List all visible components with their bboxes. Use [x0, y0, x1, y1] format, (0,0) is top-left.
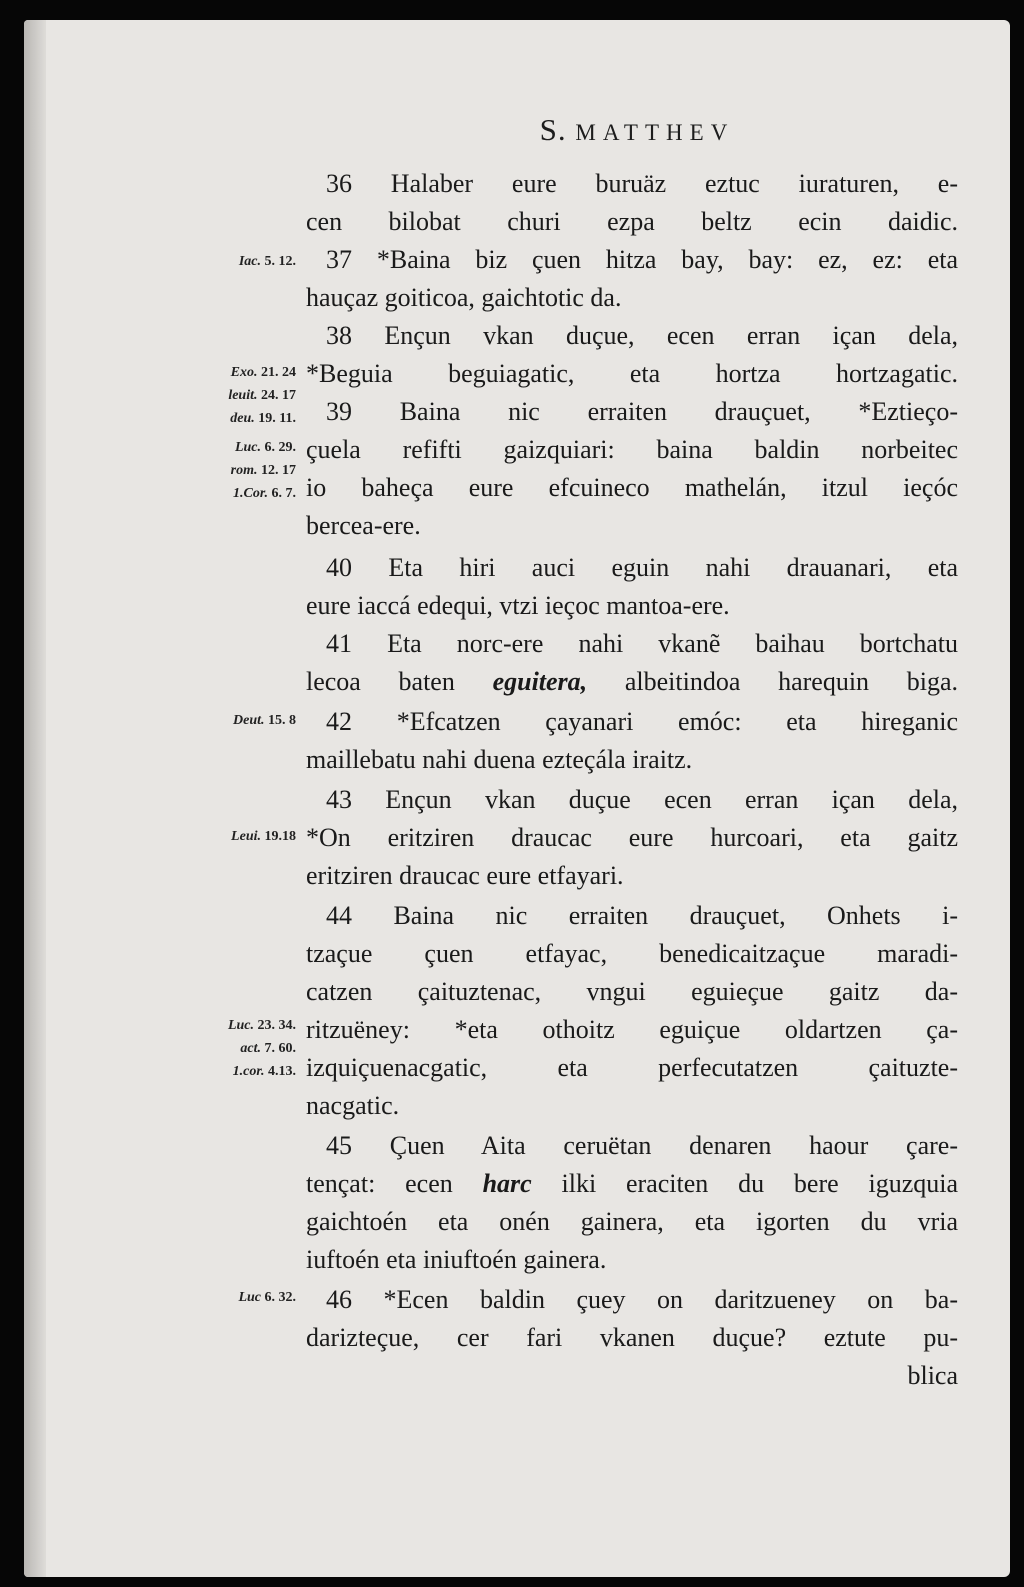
verse-line: iuftoén eta iniuftoén gainera.: [306, 1245, 607, 1274]
margin-note-ref: 5. 12.: [264, 254, 296, 269]
line-segment: albeitindoa harequin biga.: [624, 667, 958, 696]
margin-note: [174, 365, 296, 381]
header-book-name-text: MATTHEV: [575, 120, 735, 145]
verse-line: tzaçue çuen etfayac, benedicaitzaçue maradi-: [306, 939, 958, 968]
verse-line: 40 Eta hiri auci eguin nahi drauanari, eta: [326, 553, 958, 582]
margin-note-ref: 7. 60.: [264, 1041, 296, 1056]
verse-line: 45 Çuen Aita ceruëtan denaren haour çare-: [326, 1131, 958, 1160]
verse-line: catzen çaituztenac, vngui eguieçue gaitz da-: [306, 977, 958, 1006]
margin-note-ref: 19.18: [264, 829, 296, 844]
margin-note: [174, 440, 296, 456]
margin-note-book: Luc.: [234, 440, 261, 455]
margin-note: [174, 1041, 296, 1057]
verse-line: [306, 1165, 958, 1203]
line-segment: tençat: ecen: [306, 1169, 453, 1198]
margin-note: [174, 486, 296, 502]
margin-note-book: Leui.: [231, 829, 261, 844]
verse-line: eure iaccá edequi, vtzi ieçoc mantoa-ere.: [306, 591, 730, 620]
margin-note-book: Iac.: [238, 254, 261, 269]
margin-note-book: rom.: [230, 463, 258, 478]
verse-line: 42 *Efcatzen çayanari emóc: eta hireganic: [326, 707, 958, 736]
verse-line: *Beguia beguiagatic, eta hortza hortzagatic.: [306, 359, 958, 388]
verse-line: hauçaz goiticoa, gaichtotic da.: [306, 283, 622, 312]
book-page: [24, 20, 1010, 1577]
verse-line: *On eritziren draucac eure hurcoari, eta gaitz: [306, 823, 958, 852]
verse-line: blica: [907, 1361, 958, 1390]
verse-line: 41 Eta norc-ere nahi vkanẽ baihau bortchatu: [326, 629, 958, 658]
margin-note-book: Deut.: [233, 713, 265, 728]
margin-note-ref: 21. 24: [261, 365, 296, 380]
verse-line: 44 Baina nic erraiten drauçuet, Onhets i-: [326, 901, 958, 930]
verse-line: izquiçuenacgatic, eta perfecutatzen çaituzte-: [306, 1053, 958, 1082]
margin-note-book: 1.cor.: [232, 1064, 265, 1079]
margin-note-book: act.: [240, 1041, 261, 1056]
margin-note-ref: 6. 7.: [271, 486, 296, 501]
margin-note-book: 1.Cor.: [232, 486, 268, 501]
header-initial: S.: [539, 112, 567, 147]
margin-note: [174, 1064, 296, 1080]
margin-note: [174, 1018, 296, 1034]
line-segment: lecoa baten: [306, 667, 455, 696]
verse-line: ritzuëney: *eta othoitz eguiçue oldartzen ça-: [306, 1015, 958, 1044]
margin-note-ref: 23. 34.: [257, 1018, 296, 1033]
italic-word: eguitera,: [492, 667, 588, 696]
margin-note: [174, 388, 296, 404]
italic-word: harc: [482, 1169, 532, 1198]
verse-line: 43 Ençun vkan duçue ecen erran içan dela,: [326, 785, 958, 814]
verse-line: 46 *Ecen baldin çuey on daritzueney on ba-: [326, 1285, 958, 1314]
margin-note-ref: 12. 17: [261, 463, 296, 478]
verse-line: eritziren draucac eure etfayari.: [306, 861, 624, 890]
verse-line: 39 Baina nic erraiten drauçuet, *Eztieço-: [326, 397, 958, 426]
margin-note: [174, 713, 296, 729]
verse-line: 36 Halaber eure buruäz eztuc iuraturen, e-: [326, 169, 958, 198]
verse-line: maillebatu nahi duena ezteçála iraitz.: [306, 745, 693, 774]
verse-line: darizteçue, cer fari vkanen duçue? eztute pu-: [306, 1323, 958, 1352]
margin-note: [174, 829, 296, 845]
verse-line: cen bilobat churi ezpa beltz ecin daidic.: [306, 207, 958, 236]
verse-line: io baheça eure efcuineco mathelán, itzul ieçóc: [306, 473, 958, 502]
margin-note-ref: 6. 29.: [264, 440, 296, 455]
line-segment: ilki eraciten du bere iguzquia: [561, 1169, 958, 1198]
verse-line: gaichtoén eta onén gainera, eta igorten du vria: [306, 1207, 958, 1236]
running-header: [24, 112, 1010, 148]
margin-note: [174, 411, 296, 427]
margin-note-ref: 19. 11.: [258, 411, 296, 426]
margin-note-ref: 15. 8: [268, 713, 296, 728]
margin-note-ref: 24. 17: [261, 388, 296, 403]
verse-line: bercea-ere.: [306, 511, 421, 540]
verse-line: nacgatic.: [306, 1091, 400, 1120]
verse-line: 38 Ençun vkan duçue, ecen erran içan dela,: [326, 321, 958, 350]
margin-note-book: Exo.: [230, 365, 258, 380]
verse-line: 37 *Baina biz çuen hitza bay, bay: ez, ez: eta: [326, 245, 958, 274]
margin-note-book: deu.: [230, 411, 255, 426]
margin-note: [174, 254, 296, 270]
verse-line: çuela refifti gaizquiari: baina baldin norbeitec: [306, 435, 958, 464]
margin-note-ref: 6. 32.: [264, 1290, 296, 1305]
margin-note-ref: 4.13.: [268, 1064, 296, 1079]
header-book-name: [575, 120, 734, 145]
margin-note-book: Luc.: [227, 1018, 254, 1033]
margin-note: [174, 463, 296, 479]
margin-note: [174, 1290, 296, 1306]
margin-note-book: leuit.: [228, 388, 258, 403]
margin-note-book: Luc: [238, 1290, 261, 1305]
verse-line: [306, 663, 958, 701]
